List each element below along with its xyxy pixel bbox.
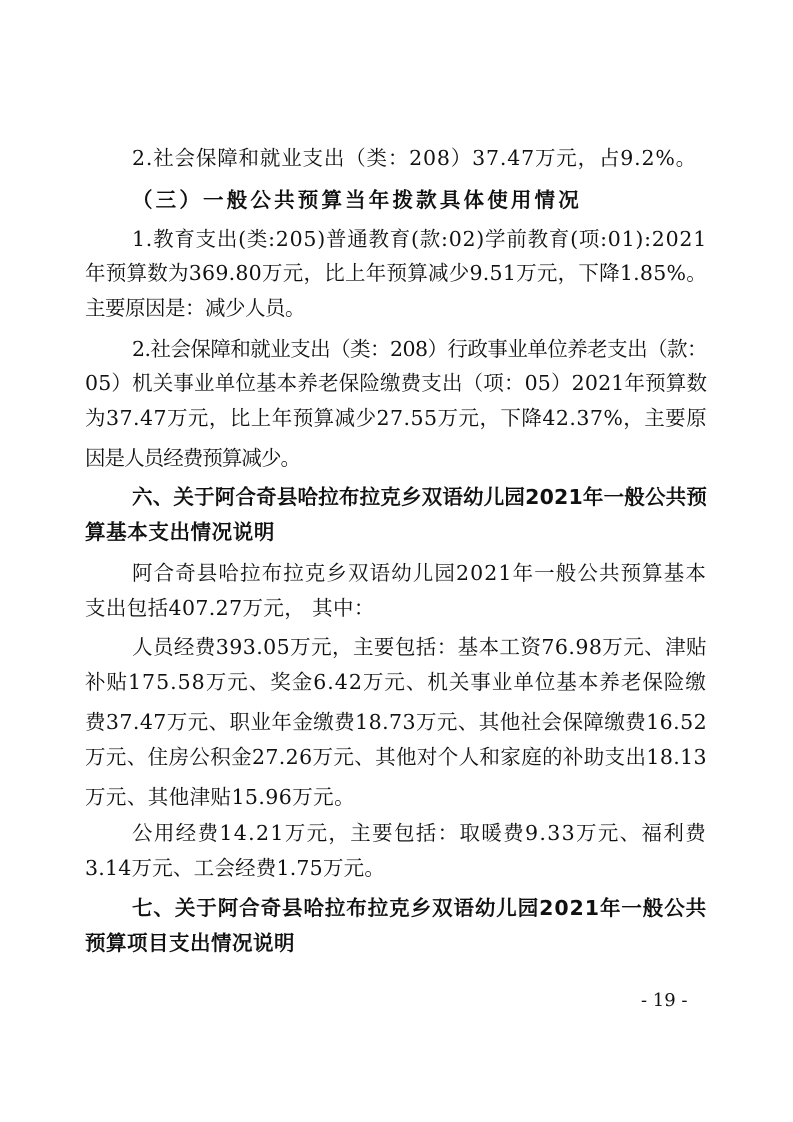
heading-seven-project-expenditure-line-2: 预算项目支出情况说明 xyxy=(85,931,295,955)
paragraph-public-line-2: 3.14万元、工会经费1.75万元。 xyxy=(85,856,386,880)
paragraph-pension-line-2: 05）机关事业单位基本养老保险缴费支出（项：05）2021年预算数 xyxy=(85,371,708,395)
page-number: - 19 - xyxy=(641,990,688,1011)
heading-three-appropriation-usage: （三）一般公共预算当年拨款具体使用情况 xyxy=(132,188,582,212)
paragraph-education-line-2: 年预算数为369.80万元，比上年预算减少9.51万元，下降1.85%。 xyxy=(85,261,707,285)
paragraph-basic-total-line-2: 支出包括407.27万元， 其中： xyxy=(85,596,375,620)
paragraph-personnel-line-3: 费37.47万元、职业年金缴费18.73万元、其他社会保障缴费16.52 xyxy=(85,710,708,734)
paragraph-pension-line-4: 因是人员经费预算减少。 xyxy=(85,446,301,470)
paragraph-pension-line-1: 2.社会保障和就业支出（类：208）行政事业单位养老支出（款： xyxy=(132,337,707,361)
paragraph-pension-line-3: 为37.47万元，比上年预算减少27.55万元，下降42.37%，主要原 xyxy=(85,406,708,430)
paragraph-education-line-3: 主要原因是：减少人员。 xyxy=(85,296,305,320)
paragraph-personnel-line-1: 人员经费393.05万元，主要包括：基本工资76.98万元、津贴 xyxy=(132,635,707,659)
paragraph-basic-total-line-1: 阿合奇县哈拉布拉克乡双语幼儿园2021年一般公共预算基本 xyxy=(132,561,707,585)
heading-six-basic-expenditure-line-1: 六、关于阿合奇县哈拉布拉克乡双语幼儿园2021年一般公共预 xyxy=(132,485,708,509)
paragraph-personnel-line-4: 万元、住房公积金27.26万元、其他对个人和家庭的补助支出18.13 xyxy=(85,745,707,769)
paragraph-social-security-line: 2.社会保障和就业支出（类：208）37.47万元，占9.2%。 xyxy=(132,146,698,170)
paragraph-personnel-line-2: 补贴175.58万元、奖金6.42万元、机关事业单位基本养老保险缴 xyxy=(85,670,707,694)
heading-seven-project-expenditure-line-1: 七、关于阿合奇县哈拉布拉克乡双语幼儿园2021年一般公共 xyxy=(132,896,708,920)
paragraph-public-line-1: 公用经费14.21万元，主要包括：取暖费9.33万元、福利费 xyxy=(132,821,708,845)
paragraph-personnel-line-5: 万元、其他津贴15.96万元。 xyxy=(85,785,355,809)
paragraph-education-line-1: 1.教育支出(类:205)普通教育(款:02)学前教育(项:01):2021 xyxy=(132,227,708,251)
heading-six-basic-expenditure-line-2: 算基本支出情况说明 xyxy=(85,520,275,544)
